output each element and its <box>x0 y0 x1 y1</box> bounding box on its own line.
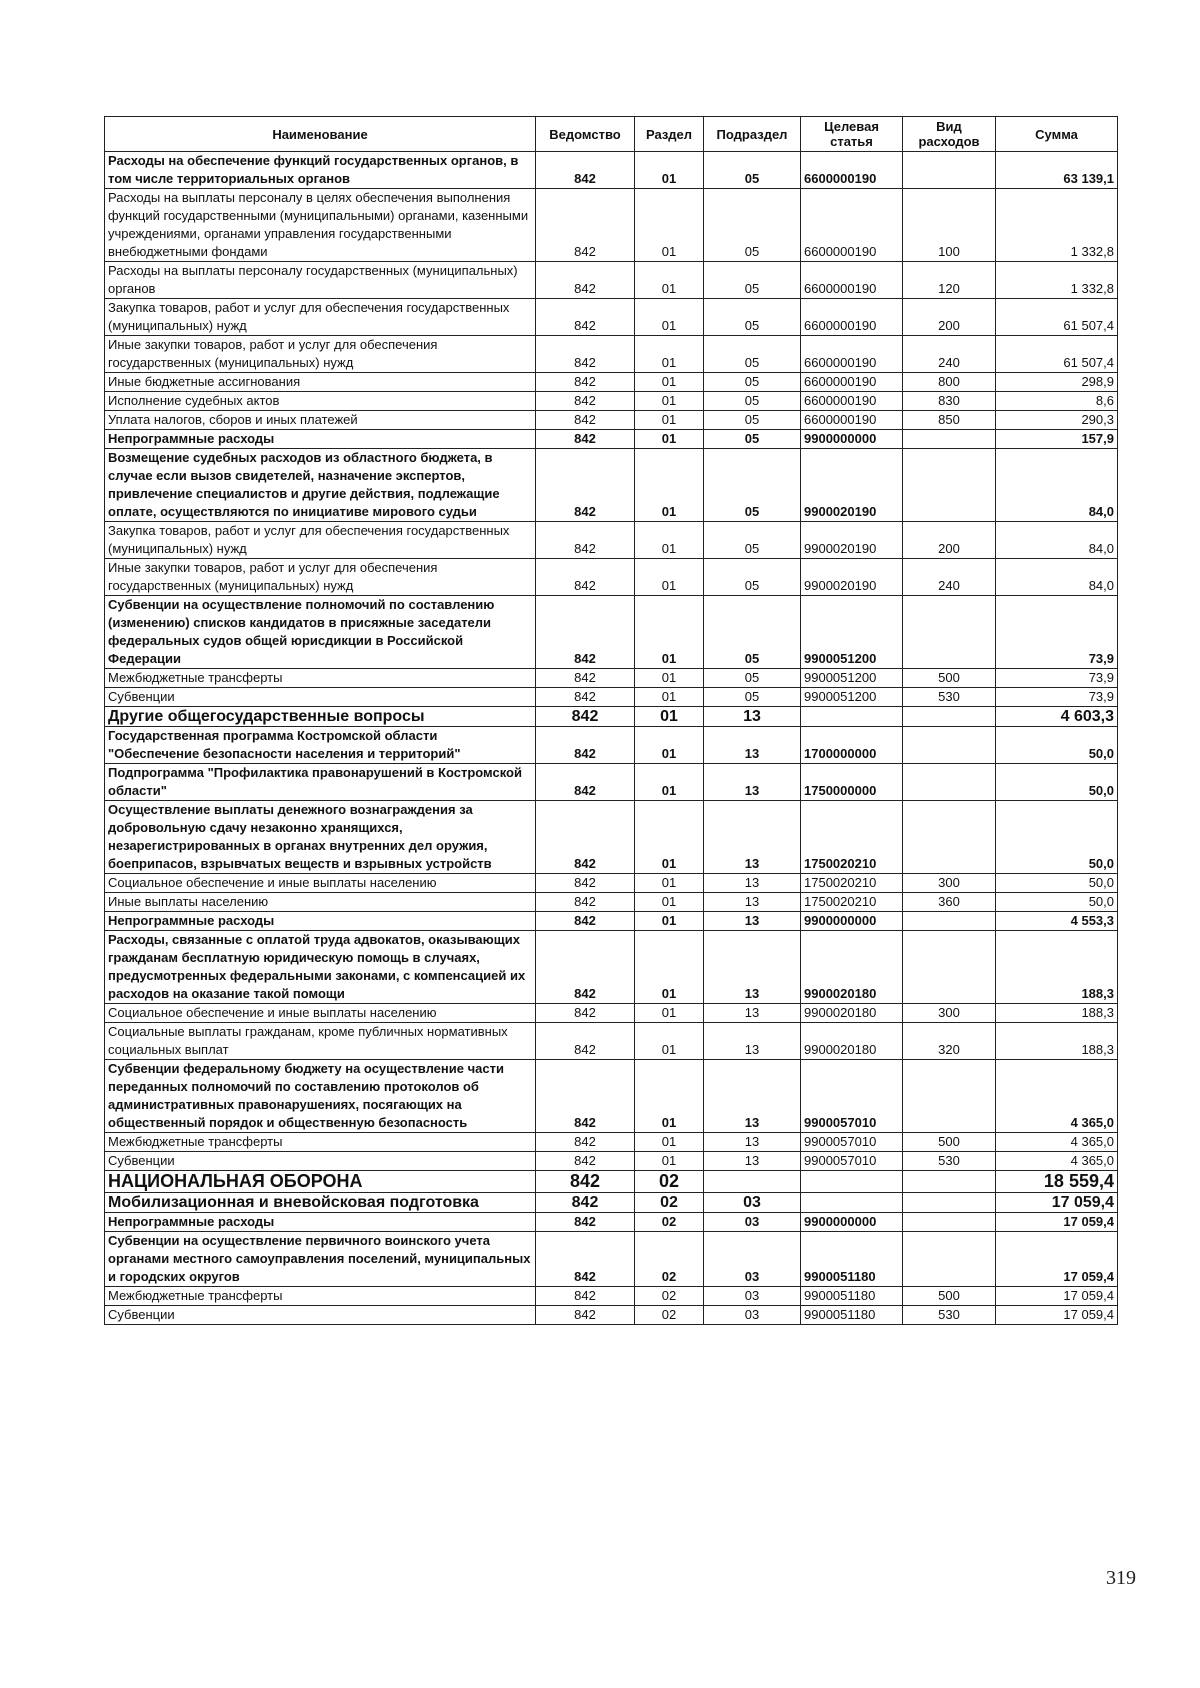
table-row <box>105 189 1118 262</box>
row-celevaya-statya-cell: 9900020190 <box>801 559 903 596</box>
row-summa-cell: 73,9 <box>996 688 1118 707</box>
row-celevaya-statya-cell: 6600000190 <box>801 299 903 336</box>
row-summa-cell: 1 332,8 <box>996 189 1118 262</box>
row-podrazdel-cell: 13 <box>704 707 801 727</box>
table-row <box>105 1171 1118 1193</box>
row-summa-cell: 17 059,4 <box>996 1213 1118 1232</box>
row-name-cell: Исполнение судебных актов <box>105 392 536 411</box>
row-celevaya-statya-cell <box>801 1171 903 1193</box>
row-razdel-cell: 01 <box>635 449 704 522</box>
row-vid-raskhodov-cell: 800 <box>903 373 996 392</box>
row-vedomstvo-cell: 842 <box>536 152 635 189</box>
row-podrazdel-cell: 03 <box>704 1306 801 1325</box>
row-summa-cell: 50,0 <box>996 801 1118 874</box>
row-celevaya-statya-cell: 1700000000 <box>801 727 903 764</box>
row-razdel-cell: 01 <box>635 669 704 688</box>
row-celevaya-statya-cell: 9900020180 <box>801 931 903 1004</box>
row-vid-raskhodov-cell <box>903 1232 996 1287</box>
row-celevaya-statya-cell: 9900000000 <box>801 912 903 931</box>
row-name-cell: Закупка товаров, работ и услуг для обеспечения государственных (муниципальных) нужд <box>105 522 536 559</box>
row-celevaya-statya-cell: 9900051200 <box>801 669 903 688</box>
row-summa-cell: 4 365,0 <box>996 1060 1118 1133</box>
row-vedomstvo-cell: 842 <box>536 931 635 1004</box>
row-vid-raskhodov-cell <box>903 449 996 522</box>
row-razdel-cell: 01 <box>635 801 704 874</box>
row-vid-raskhodov-cell: 530 <box>903 1306 996 1325</box>
row-razdel-cell: 01 <box>635 596 704 669</box>
table-header-row <box>105 117 1118 152</box>
row-summa-cell: 188,3 <box>996 1023 1118 1060</box>
row-vid-raskhodov-cell: 500 <box>903 1133 996 1152</box>
row-vid-raskhodov-cell <box>903 430 996 449</box>
row-podrazdel-cell: 13 <box>704 912 801 931</box>
row-vid-raskhodov-cell <box>903 931 996 1004</box>
row-razdel-cell: 02 <box>635 1232 704 1287</box>
row-summa-cell: 50,0 <box>996 764 1118 801</box>
row-razdel-cell: 01 <box>635 931 704 1004</box>
row-celevaya-statya-cell <box>801 707 903 727</box>
row-summa-cell: 73,9 <box>996 596 1118 669</box>
row-vedomstvo-cell: 842 <box>536 299 635 336</box>
row-vid-raskhodov-cell <box>903 801 996 874</box>
row-razdel-cell: 01 <box>635 893 704 912</box>
row-razdel-cell: 01 <box>635 373 704 392</box>
row-celevaya-statya-cell: 6600000190 <box>801 392 903 411</box>
row-summa-cell: 188,3 <box>996 1004 1118 1023</box>
row-vedomstvo-cell: 842 <box>536 1060 635 1133</box>
table-row <box>105 1213 1118 1232</box>
row-razdel-cell: 01 <box>635 912 704 931</box>
row-vedomstvo-cell: 842 <box>536 449 635 522</box>
table-row <box>105 559 1118 596</box>
table-row <box>105 764 1118 801</box>
row-vedomstvo-cell: 842 <box>536 559 635 596</box>
row-celevaya-statya-cell <box>801 1193 903 1213</box>
row-celevaya-statya-cell: 9900057010 <box>801 1060 903 1133</box>
row-podrazdel-cell: 05 <box>704 299 801 336</box>
row-podrazdel-cell: 05 <box>704 152 801 189</box>
table-row <box>105 336 1118 373</box>
row-celevaya-statya-cell: 9900020180 <box>801 1004 903 1023</box>
row-summa-cell: 63 139,1 <box>996 152 1118 189</box>
row-razdel-cell: 01 <box>635 152 704 189</box>
row-celevaya-statya-cell: 9900051180 <box>801 1306 903 1325</box>
row-razdel-cell: 01 <box>635 707 704 727</box>
row-summa-cell: 73,9 <box>996 669 1118 688</box>
row-vid-raskhodov-cell <box>903 912 996 931</box>
row-vid-raskhodov-cell: 300 <box>903 1004 996 1023</box>
row-podrazdel-cell: 13 <box>704 727 801 764</box>
row-razdel-cell: 01 <box>635 299 704 336</box>
row-podrazdel-cell: 13 <box>704 1004 801 1023</box>
table-row <box>105 1133 1118 1152</box>
row-name-cell: Непрограммные расходы <box>105 1213 536 1232</box>
row-name-cell: Иные бюджетные ассигнования <box>105 373 536 392</box>
table-row <box>105 912 1118 931</box>
row-vedomstvo-cell: 842 <box>536 764 635 801</box>
row-name-cell: Социальное обеспечение и иные выплаты населению <box>105 874 536 893</box>
row-name-cell: НАЦИОНАЛЬНАЯ ОБОРОНА <box>105 1171 536 1193</box>
row-vedomstvo-cell: 842 <box>536 1133 635 1152</box>
row-vedomstvo-cell: 842 <box>536 411 635 430</box>
row-name-cell: Расходы, связанные с оплатой труда адвокатов, оказывающих гражданам бесплатную юридическую помощь в случаях, предусмотренных федеральными законами, с компенсацией их расходов на оказание такой помощи <box>105 931 536 1004</box>
row-name-cell: Непрограммные расходы <box>105 912 536 931</box>
row-vedomstvo-cell: 842 <box>536 430 635 449</box>
row-name-cell: Социальные выплаты гражданам, кроме публичных нормативных социальных выплат <box>105 1023 536 1060</box>
row-name-cell: Социальное обеспечение и иные выплаты населению <box>105 1004 536 1023</box>
row-podrazdel-cell: 13 <box>704 1023 801 1060</box>
row-vid-raskhodov-cell: 500 <box>903 1287 996 1306</box>
table-row <box>105 893 1118 912</box>
row-celevaya-statya-cell: 1750020210 <box>801 801 903 874</box>
row-razdel-cell: 01 <box>635 522 704 559</box>
row-vid-raskhodov-cell: 530 <box>903 688 996 707</box>
row-razdel-cell: 01 <box>635 1152 704 1171</box>
row-razdel-cell: 02 <box>635 1306 704 1325</box>
row-razdel-cell: 01 <box>635 1023 704 1060</box>
row-summa-cell: 157,9 <box>996 430 1118 449</box>
table-row <box>105 801 1118 874</box>
table-row <box>105 1232 1118 1287</box>
table-row <box>105 430 1118 449</box>
row-razdel-cell: 01 <box>635 727 704 764</box>
table-row <box>105 299 1118 336</box>
row-vid-raskhodov-cell <box>903 707 996 727</box>
row-podrazdel-cell: 05 <box>704 430 801 449</box>
row-podrazdel-cell: 13 <box>704 764 801 801</box>
row-podrazdel-cell: 05 <box>704 688 801 707</box>
row-vedomstvo-cell: 842 <box>536 336 635 373</box>
row-celevaya-statya-cell: 9900000000 <box>801 1213 903 1232</box>
row-podrazdel-cell: 05 <box>704 373 801 392</box>
row-razdel-cell: 01 <box>635 411 704 430</box>
table-row <box>105 449 1118 522</box>
row-vedomstvo-cell: 842 <box>536 1232 635 1287</box>
row-razdel-cell: 02 <box>635 1171 704 1193</box>
row-vedomstvo-cell: 842 <box>536 707 635 727</box>
row-vedomstvo-cell: 842 <box>536 189 635 262</box>
row-name-cell: Осуществление выплаты денежного вознаграждения за добровольную сдачу незаконно хранящихся, незарегистрированных в органах внутренних дел оружия, боеприпасов, взрывчатых веществ и взрывных устройств <box>105 801 536 874</box>
row-name-cell: Возмещение судебных расходов из областного бюджета, в случае если вызов свидетелей, назначение экспертов, привлечение специалистов и другие действия, подлежащие оплате, осуществляются по инициативе мирового судьи <box>105 449 536 522</box>
row-summa-cell: 4 365,0 <box>996 1152 1118 1171</box>
row-vid-raskhodov-cell: 100 <box>903 189 996 262</box>
row-summa-cell: 290,3 <box>996 411 1118 430</box>
row-vedomstvo-cell: 842 <box>536 912 635 931</box>
row-razdel-cell: 01 <box>635 688 704 707</box>
row-vid-raskhodov-cell <box>903 1060 996 1133</box>
row-vid-raskhodov-cell: 530 <box>903 1152 996 1171</box>
row-razdel-cell: 01 <box>635 874 704 893</box>
row-vid-raskhodov-cell <box>903 727 996 764</box>
row-name-cell: Иные закупки товаров, работ и услуг для обеспечения государственных (муниципальных) нужд <box>105 336 536 373</box>
row-podrazdel-cell: 05 <box>704 669 801 688</box>
row-celevaya-statya-cell: 6600000190 <box>801 262 903 299</box>
row-razdel-cell: 01 <box>635 1060 704 1133</box>
row-podrazdel-cell: 13 <box>704 931 801 1004</box>
table-row <box>105 1193 1118 1213</box>
row-vid-raskhodov-cell: 240 <box>903 559 996 596</box>
row-vid-raskhodov-cell: 120 <box>903 262 996 299</box>
row-celevaya-statya-cell: 6600000190 <box>801 336 903 373</box>
table-row <box>105 522 1118 559</box>
row-vid-raskhodov-cell: 360 <box>903 893 996 912</box>
row-name-cell: Непрограммные расходы <box>105 430 536 449</box>
row-podrazdel-cell: 03 <box>704 1213 801 1232</box>
row-celevaya-statya-cell: 9900057010 <box>801 1133 903 1152</box>
row-vedomstvo-cell: 842 <box>536 1193 635 1213</box>
row-vedomstvo-cell: 842 <box>536 373 635 392</box>
row-celevaya-statya-cell: 9900051200 <box>801 596 903 669</box>
table-row <box>105 373 1118 392</box>
table-row <box>105 1287 1118 1306</box>
header-podrazdel: Подраздел <box>704 117 801 152</box>
row-vedomstvo-cell: 842 <box>536 1152 635 1171</box>
table-row <box>105 411 1118 430</box>
row-razdel-cell: 02 <box>635 1287 704 1306</box>
row-celevaya-statya-cell: 6600000190 <box>801 411 903 430</box>
row-summa-cell: 298,9 <box>996 373 1118 392</box>
row-razdel-cell: 01 <box>635 262 704 299</box>
row-podrazdel-cell: 13 <box>704 801 801 874</box>
row-vid-raskhodov-cell: 830 <box>903 392 996 411</box>
row-summa-cell: 17 059,4 <box>996 1306 1118 1325</box>
row-celevaya-statya-cell: 9900020190 <box>801 522 903 559</box>
row-vid-raskhodov-cell: 240 <box>903 336 996 373</box>
row-vedomstvo-cell: 842 <box>536 1004 635 1023</box>
row-summa-cell: 84,0 <box>996 449 1118 522</box>
budget-sheet <box>104 116 1117 1325</box>
row-vedomstvo-cell: 842 <box>536 874 635 893</box>
row-vedomstvo-cell: 842 <box>536 522 635 559</box>
row-celevaya-statya-cell: 9900020190 <box>801 449 903 522</box>
row-summa-cell: 61 507,4 <box>996 299 1118 336</box>
row-summa-cell: 17 059,4 <box>996 1193 1118 1213</box>
row-summa-cell: 61 507,4 <box>996 336 1118 373</box>
row-celevaya-statya-cell: 9900051180 <box>801 1287 903 1306</box>
table-row <box>105 392 1118 411</box>
row-summa-cell: 84,0 <box>996 559 1118 596</box>
row-podrazdel-cell: 13 <box>704 1133 801 1152</box>
row-vedomstvo-cell: 842 <box>536 669 635 688</box>
page-number: 319 <box>1106 1567 1136 1589</box>
table-row <box>105 931 1118 1004</box>
table-row <box>105 1023 1118 1060</box>
row-podrazdel-cell: 03 <box>704 1193 801 1213</box>
row-name-cell: Межбюджетные трансферты <box>105 1287 536 1306</box>
table-row <box>105 688 1118 707</box>
row-celevaya-statya-cell: 6600000190 <box>801 152 903 189</box>
row-vid-raskhodov-cell: 300 <box>903 874 996 893</box>
table-body <box>105 152 1118 1325</box>
row-name-cell: Уплата налогов, сборов и иных платежей <box>105 411 536 430</box>
row-summa-cell: 188,3 <box>996 931 1118 1004</box>
row-vid-raskhodov-cell: 850 <box>903 411 996 430</box>
row-podrazdel-cell: 05 <box>704 392 801 411</box>
table-row <box>105 874 1118 893</box>
row-celevaya-statya-cell: 1750000000 <box>801 764 903 801</box>
row-summa-cell: 50,0 <box>996 727 1118 764</box>
row-podrazdel-cell <box>704 1171 801 1193</box>
row-podrazdel-cell: 03 <box>704 1287 801 1306</box>
row-name-cell: Расходы на выплаты персоналу в целях обеспечения выполнения функций государственными (муниципальными) органами, казенными учреждениями, органами управления государственными внебюджетными фондами <box>105 189 536 262</box>
row-name-cell: Субвенции федеральному бюджету на осуществление части переданных полномочий по составлению протоколов об административных правонарушениях, посягающих на общественный порядок и общественную безопасность <box>105 1060 536 1133</box>
row-podrazdel-cell: 13 <box>704 874 801 893</box>
row-celevaya-statya-cell: 6600000190 <box>801 189 903 262</box>
row-vedomstvo-cell: 842 <box>536 596 635 669</box>
row-name-cell: Государственная программа Костромской области "Обеспечение безопасности населения и территорий" <box>105 727 536 764</box>
row-summa-cell: 4 553,3 <box>996 912 1118 931</box>
row-name-cell: Межбюджетные трансферты <box>105 1133 536 1152</box>
row-summa-cell: 4 365,0 <box>996 1133 1118 1152</box>
row-name-cell: Субвенции на осуществление полномочий по составлению (изменению) списков кандидатов в присяжные заседатели федеральных судов общей юрисдикции в Российской Федерации <box>105 596 536 669</box>
header-summa: Сумма <box>996 117 1118 152</box>
row-vid-raskhodov-cell <box>903 1171 996 1193</box>
row-razdel-cell: 01 <box>635 1133 704 1152</box>
row-name-cell: Расходы на обеспечение функций государственных органов, в том числе территориальных органов <box>105 152 536 189</box>
row-name-cell: Субвенции <box>105 1152 536 1171</box>
row-summa-cell: 18 559,4 <box>996 1171 1118 1193</box>
table-row <box>105 152 1118 189</box>
row-podrazdel-cell: 03 <box>704 1232 801 1287</box>
row-vedomstvo-cell: 842 <box>536 727 635 764</box>
row-razdel-cell: 01 <box>635 336 704 373</box>
row-name-cell: Субвенции <box>105 1306 536 1325</box>
table-row <box>105 1004 1118 1023</box>
row-vid-raskhodov-cell <box>903 1193 996 1213</box>
row-podrazdel-cell: 05 <box>704 411 801 430</box>
row-summa-cell: 50,0 <box>996 874 1118 893</box>
row-razdel-cell: 01 <box>635 559 704 596</box>
row-vid-raskhodov-cell: 500 <box>903 669 996 688</box>
row-name-cell: Межбюджетные трансферты <box>105 669 536 688</box>
header-name: Наименование <box>105 117 536 152</box>
row-podrazdel-cell: 05 <box>704 596 801 669</box>
row-summa-cell: 50,0 <box>996 893 1118 912</box>
row-vedomstvo-cell: 842 <box>536 1171 635 1193</box>
row-razdel-cell: 02 <box>635 1213 704 1232</box>
row-podrazdel-cell: 05 <box>704 559 801 596</box>
table-row <box>105 707 1118 727</box>
row-summa-cell: 17 059,4 <box>996 1232 1118 1287</box>
row-vid-raskhodov-cell <box>903 152 996 189</box>
row-summa-cell: 4 603,3 <box>996 707 1118 727</box>
row-name-cell: Субвенции <box>105 688 536 707</box>
row-razdel-cell: 01 <box>635 392 704 411</box>
row-name-cell: Мобилизационная и вневойсковая подготовка <box>105 1193 536 1213</box>
row-razdel-cell: 01 <box>635 764 704 801</box>
row-vid-raskhodov-cell <box>903 596 996 669</box>
header-vid-raskhodov: Вид расходов <box>903 117 996 152</box>
budget-table <box>104 116 1118 1325</box>
row-celevaya-statya-cell: 9900057010 <box>801 1152 903 1171</box>
table-row <box>105 727 1118 764</box>
row-razdel-cell: 02 <box>635 1193 704 1213</box>
row-podrazdel-cell: 13 <box>704 1060 801 1133</box>
row-summa-cell: 17 059,4 <box>996 1287 1118 1306</box>
row-celevaya-statya-cell: 1750020210 <box>801 893 903 912</box>
row-summa-cell: 84,0 <box>996 522 1118 559</box>
table-row <box>105 1152 1118 1171</box>
row-vid-raskhodov-cell: 200 <box>903 299 996 336</box>
row-podrazdel-cell: 13 <box>704 1152 801 1171</box>
row-vid-raskhodov-cell: 320 <box>903 1023 996 1060</box>
row-vedomstvo-cell: 842 <box>536 688 635 707</box>
row-vid-raskhodov-cell: 200 <box>903 522 996 559</box>
row-vedomstvo-cell: 842 <box>536 801 635 874</box>
row-summa-cell: 8,6 <box>996 392 1118 411</box>
table-row <box>105 1060 1118 1133</box>
row-celevaya-statya-cell: 1750020210 <box>801 874 903 893</box>
row-summa-cell: 1 332,8 <box>996 262 1118 299</box>
header-vedomstvo: Ведомство <box>536 117 635 152</box>
row-celevaya-statya-cell: 9900000000 <box>801 430 903 449</box>
row-celevaya-statya-cell: 9900020180 <box>801 1023 903 1060</box>
table-row <box>105 596 1118 669</box>
row-vedomstvo-cell: 842 <box>536 1023 635 1060</box>
row-podrazdel-cell: 13 <box>704 893 801 912</box>
table-row <box>105 669 1118 688</box>
row-vid-raskhodov-cell <box>903 1213 996 1232</box>
row-name-cell: Иные закупки товаров, работ и услуг для обеспечения государственных (муниципальных) нужд <box>105 559 536 596</box>
row-razdel-cell: 01 <box>635 1004 704 1023</box>
row-name-cell: Закупка товаров, работ и услуг для обеспечения государственных (муниципальных) нужд <box>105 299 536 336</box>
row-podrazdel-cell: 05 <box>704 262 801 299</box>
row-name-cell: Иные выплаты населению <box>105 893 536 912</box>
row-name-cell: Расходы на выплаты персоналу государственных (муниципальных) органов <box>105 262 536 299</box>
table-row <box>105 1306 1118 1325</box>
row-razdel-cell: 01 <box>635 189 704 262</box>
row-name-cell: Субвенции на осуществление первичного воинского учета органами местного самоуправления поселений, муниципальных и городских округов <box>105 1232 536 1287</box>
row-vedomstvo-cell: 842 <box>536 893 635 912</box>
row-celevaya-statya-cell: 9900051200 <box>801 688 903 707</box>
row-podrazdel-cell: 05 <box>704 449 801 522</box>
row-podrazdel-cell: 05 <box>704 336 801 373</box>
header-celevaya-statya: Целевая статья <box>801 117 903 152</box>
row-vid-raskhodov-cell <box>903 764 996 801</box>
row-vedomstvo-cell: 842 <box>536 1287 635 1306</box>
row-vedomstvo-cell: 842 <box>536 1213 635 1232</box>
row-celevaya-statya-cell: 9900051180 <box>801 1232 903 1287</box>
row-name-cell: Другие общегосударственные вопросы <box>105 707 536 727</box>
row-vedomstvo-cell: 842 <box>536 392 635 411</box>
row-vedomstvo-cell: 842 <box>536 1306 635 1325</box>
header-razdel: Раздел <box>635 117 704 152</box>
table-row <box>105 262 1118 299</box>
row-vedomstvo-cell: 842 <box>536 262 635 299</box>
row-celevaya-statya-cell: 6600000190 <box>801 373 903 392</box>
row-podrazdel-cell: 05 <box>704 522 801 559</box>
row-name-cell: Подпрограмма "Профилактика правонарушений в Костромской области" <box>105 764 536 801</box>
row-razdel-cell: 01 <box>635 430 704 449</box>
row-podrazdel-cell: 05 <box>704 189 801 262</box>
